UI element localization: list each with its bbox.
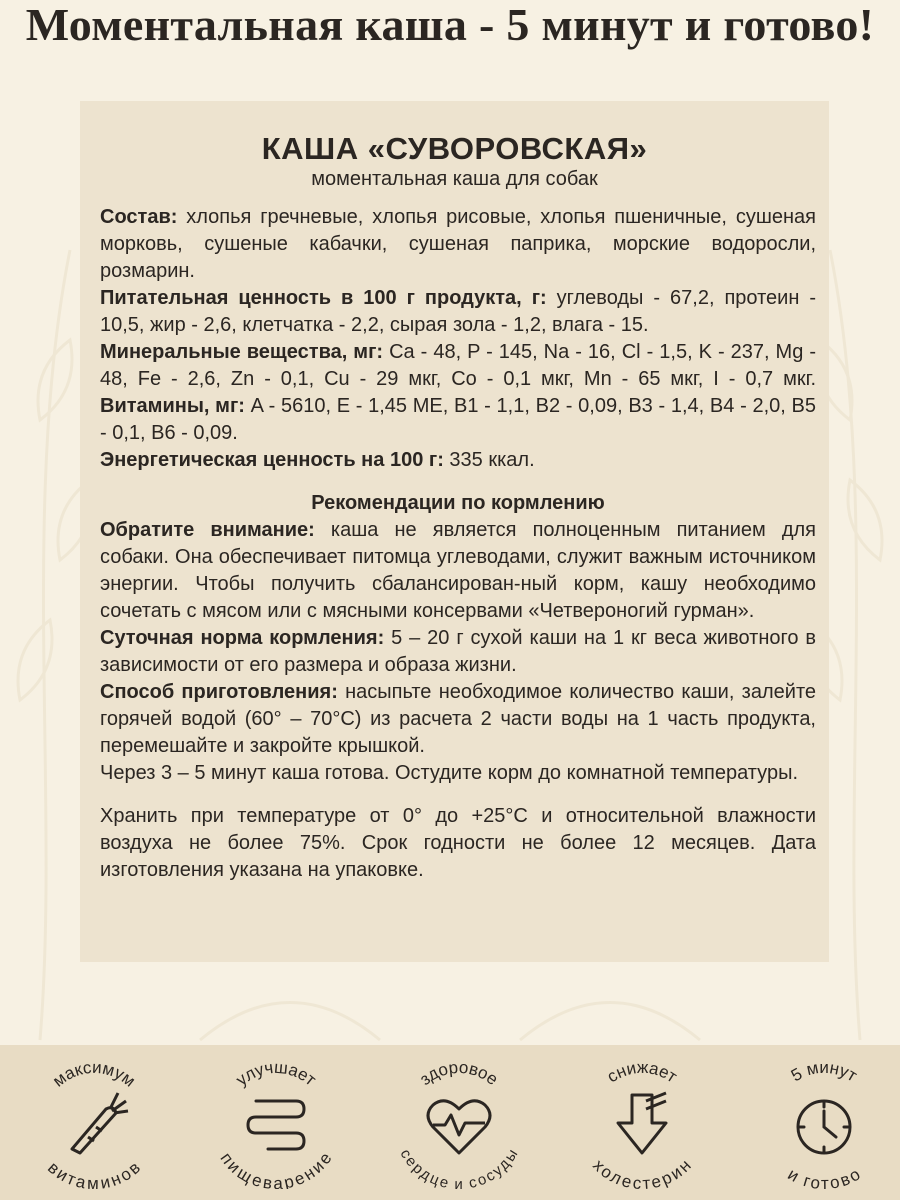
- minerals-label: Минеральные вещества, мг:: [100, 341, 384, 363]
- feeding-heading: Рекомендации по кормлению: [311, 492, 605, 514]
- badge-five-minutes: [758, 1057, 890, 1189]
- svg-text:улучшает: [232, 1058, 319, 1090]
- badge-top-text: снижает: [603, 1057, 681, 1087]
- vitamins-label: Витамины, мг:: [100, 395, 245, 417]
- page-headline: Моментальная каша - 5 минут и готово!: [25, 0, 875, 50]
- product-description: [100, 204, 816, 884]
- badge-cholesterol: [576, 1057, 708, 1189]
- prep-paragraph: [100, 679, 816, 760]
- minerals-text: Ca - 48, P - 145, Na - 16, Cl - 1,5, K - 237, Mg - 48, Fe - 2,6, Zn - 0,1, Cu - 29 мкг, Co - 0,1 мкг, Mn - 65 мкг, I - 0,7 мкг.: [100, 341, 816, 390]
- svg-text:и готово: [785, 1165, 864, 1189]
- svg-text:здоровое: [416, 1058, 502, 1089]
- intestine-icon: [248, 1101, 304, 1149]
- badge-bottom-text: витаминов: [44, 1158, 144, 1189]
- prep-label: Способ приготовления:: [100, 681, 338, 703]
- carrot-icon: [72, 1093, 128, 1153]
- daily-text: 5 – 20 г сухой каши на 1 кг веса животного в зависимости от его размера и образа жизни.: [100, 627, 816, 676]
- minerals-paragraph: [100, 339, 816, 447]
- badge-vitamins: [28, 1057, 160, 1189]
- clock-icon: [798, 1101, 850, 1153]
- nutrition-paragraph: [100, 285, 816, 339]
- vitamins-text: A - 5610, E - 1,45 МЕ, B1 - 1,1, B2 - 0,09, B3 - 1,4, B4 - 2,0, B5 - 0,1, B6 - 0,09.: [100, 395, 816, 444]
- prep-text: насыпьте необходимое количество каши, залейте горячей водой (60° – 70°C) из расчета 2 части воды на 1 часть продукта, перемешайте и закройте крышкой.: [100, 681, 816, 757]
- daily-paragraph: [100, 625, 816, 679]
- badge-digestion: [210, 1057, 342, 1189]
- energy-paragraph: [100, 447, 816, 474]
- product-subtitle: моментальная каша для собак: [311, 168, 598, 190]
- badge-heart: [393, 1057, 525, 1189]
- daily-label: Суточная норма кормления:: [100, 627, 385, 649]
- badge-top-text: улучшает: [232, 1057, 320, 1090]
- product-title: КАША «СУВОРОВСКАЯ»: [261, 131, 648, 166]
- badge-top-text: 5 минут: [787, 1057, 861, 1086]
- nutrition-label: Питательная ценность в 100 г продукта, г:: [100, 287, 547, 309]
- badge-bottom-text: пищеварение: [216, 1149, 336, 1189]
- composition-text: хлопья гречневые, хлопья рисовые, хлопья пшеничные, сушеная морковь, сушеные кабачки, сушеная паприка, морские водоросли, розмарин.: [100, 206, 816, 282]
- attention-label: Обратите внимание:: [100, 519, 315, 541]
- down-arrow-icon: [618, 1093, 666, 1153]
- svg-text:витаминов: [44, 1158, 144, 1189]
- svg-text:максимум: [49, 1058, 139, 1091]
- badge-bottom-text: и готово: [784, 1164, 864, 1189]
- composition-label: Состав:: [100, 206, 178, 228]
- attention-text: каша не является полноценным питанием для собаки. Она обеспечивает питомца углеводами, служит важным источником энергии. Чтобы получить сбалансирован-ный корм, кашу необходимо сочетать с мясом или с мясными консервами «Четвероногий гурман».: [100, 519, 817, 622]
- product-info-card: [80, 101, 829, 962]
- svg-text:5 минут: [788, 1058, 861, 1085]
- ready-paragraph: Через 3 – 5 минут каша готова. Остудите корм до комнатной температуры.: [100, 762, 799, 784]
- svg-text:холестерин: [589, 1156, 695, 1189]
- storage-paragraph: Хранить при температуре от 0° до +25°C и относительной влажности воздуха не более 75%. Срок годности не более 12 месяцев. Дата изготовления указана на упаковке.: [100, 805, 816, 881]
- attention-paragraph: [100, 517, 816, 625]
- energy-text: 335 ккал.: [443, 449, 535, 471]
- benefit-badges-strip: [0, 1045, 900, 1200]
- svg-text:снижает: [604, 1058, 681, 1087]
- badge-bottom-text: холестерин: [589, 1155, 695, 1189]
- heart-pulse-icon: [428, 1101, 490, 1153]
- composition-paragraph: [100, 204, 816, 285]
- badge-bottom-text: сердце и сосуды: [396, 1146, 522, 1189]
- energy-label: Энергетическая ценность на 100 г:: [100, 449, 444, 471]
- badge-top-text: здоровое: [416, 1057, 502, 1089]
- svg-text:пищеварение: [216, 1149, 335, 1189]
- nutrition-text: углеводы - 67,2, протеин - 10,5, жир - 2,6, клетчатка - 2,2, сырая зола - 1,2, влага - 15.: [100, 287, 816, 336]
- badge-top-text: максимум: [49, 1057, 139, 1091]
